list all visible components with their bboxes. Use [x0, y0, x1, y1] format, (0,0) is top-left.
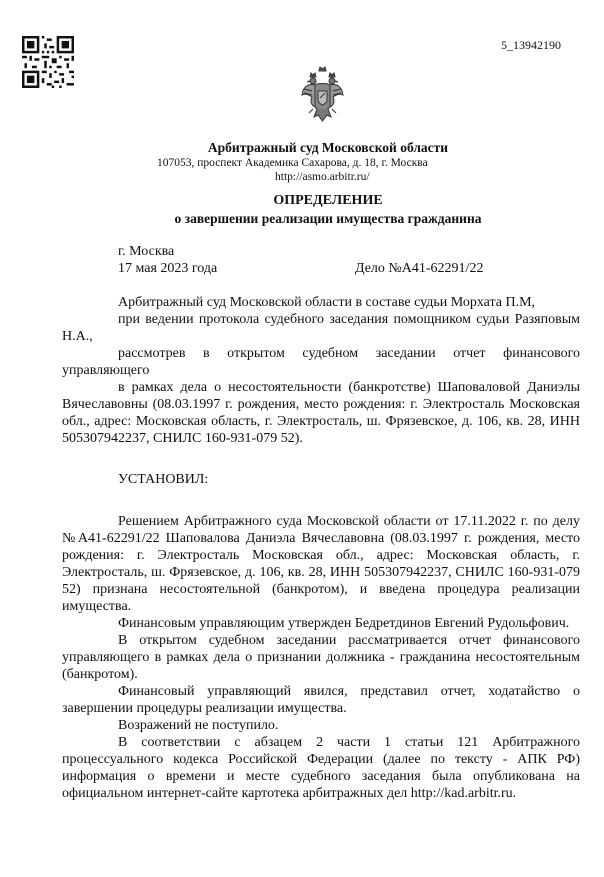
court-address: 107053, проспект Академика Сахарова, д. 18, г. Москва	[157, 157, 428, 169]
paragraph-publication: В соответствии с абзацем 2 части 1 статьи 121 Арбитражного процессуального кодекса Российской Федерации (далее по тексту - АПК РФ) информация о времени и месте судебного заседания была опубликована на официальном интернет-сайте картотека арбитражных дел http://kad.arbitr.ru.	[62, 735, 580, 801]
document-subtitle: о завершении реализации имущества гражданина	[174, 211, 482, 226]
paragraph-judge: Арбитражный суд Московской области в составе судьи Морхата П.М,	[118, 295, 536, 310]
qr-code-icon	[22, 36, 74, 88]
paragraph-case-subject: в рамках дела о несостоятельности (банкротстве) Шаповаловой Даниэлы Вячеславовны (08.03.1997 г. рождения, место рождения: г. Электросталь Московская обл., адрес: Московская область, г. Электросталь, ш. Фрязевское, д. 106, кв. 28, ИНН 505307942237, СНИЛС 160-931-079 52).	[62, 380, 580, 446]
paragraph-manager: Финансовым управляющим утвержден Бедретдинов Евгений Рудольфович.	[118, 616, 570, 631]
section-heading-established: УСТАНОВИЛ:	[118, 472, 209, 487]
paragraph-decision: Решением Арбитражного суда Московской области от 17.11.2022 г. по делу №А41-62291/22 Шаповалова Даниэла Вячеславовна (08.03.1997 г. рождения, место рождения: г. Электросталь Московская обл., адрес: Московская область, г. Электросталь, ш. Фрязевское, д. 106, кв. 28, ИНН 505307942237, СНИЛС 160-931-079 52) признана несостоятельной (банкротом), и введена процедура реализации имущества.	[62, 514, 580, 614]
paragraph-report: В открытом судебном заседании рассматривается отчет финансового управляющего в рамках дела о признании должника - гражданина несостоятельным (банкротом).	[62, 633, 580, 682]
coat-of-arms-icon	[300, 65, 345, 123]
court-name: Арбитражный суд Московской области	[207, 140, 449, 155]
court-website: http://asmo.arbitr.ru/	[275, 171, 370, 183]
city: г. Москва	[118, 244, 175, 259]
paragraph-considering: рассмотрев в открытом судебном заседании отчет финансового управляющего	[62, 346, 580, 378]
document-number: 5_13942190	[501, 38, 561, 52]
paragraph-no-objections: Возражений не поступило.	[118, 718, 279, 733]
decision-date: 17 мая 2023 года	[118, 261, 218, 276]
document-type-title: ОПРЕДЕЛЕНИЕ	[273, 193, 383, 208]
paragraph-protocol: при ведении протокола судебного заседания помощником судьи Разяповым Н.А.,	[62, 312, 580, 344]
document-body	[62, 294, 580, 802]
case-number: Дело №А41-62291/22	[355, 261, 484, 276]
paragraph-motion: Финансовый управляющий явился, представил отчет, ходатайство о завершении процедуры реализации имущества.	[62, 684, 580, 716]
